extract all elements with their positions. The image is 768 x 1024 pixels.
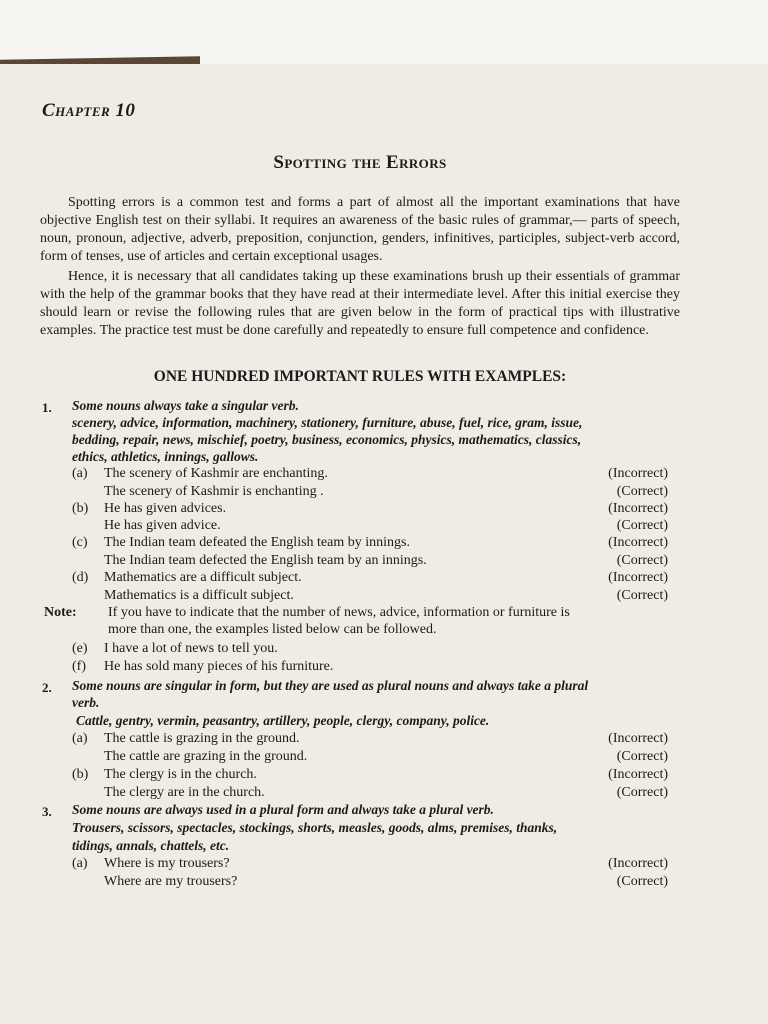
example-label: (a) xyxy=(72,466,88,481)
note-label: Note: xyxy=(44,605,77,620)
rule-statement: Some nouns always take a singular verb. xyxy=(72,398,299,413)
example-incorrect: The cattle is grazing in the ground. xyxy=(104,731,300,746)
example-incorrect: The clergy is in the church. xyxy=(104,767,257,782)
status-correct: (Correct) xyxy=(616,785,668,800)
intro-paragraph-1: Spotting errors is a common test and forms a part of almost all the important examinations that have objective English test on their syllabi. It requires an awareness of the basic rules of grammar,— parts of speech, noun, pronoun, adjective, adverb, preposition, conjunction, genders, infinitives, participles, subject-verb accord, form of tenses, use of articles and certain exceptional usages. xyxy=(40,195,680,264)
example-label: (c) xyxy=(72,535,88,550)
note-text: more than one, the examples listed below can be followed. xyxy=(108,622,437,637)
rule-word-list: tidings, annals, chattels, etc. xyxy=(72,838,230,853)
page-title: Spotting the Errors xyxy=(273,152,447,173)
example-correct: Mathematics is a difficult subject. xyxy=(104,588,294,603)
rule-statement: Some nouns are always used in a plural form and always take a plural verb. xyxy=(72,802,494,817)
page-top-margin xyxy=(0,0,768,66)
status-correct: (Correct) xyxy=(616,749,668,764)
status-correct: (Correct) xyxy=(616,588,668,603)
status-incorrect: (Incorrect) xyxy=(608,856,668,871)
intro-paragraph-2: Hence, it is necessary that all candidates taking up these examinations brush up their essentials of grammar with the help of the grammar books that they have read at their intermediate level. After this initial exercise they should learn or revise the following rules that are given below in the form of practical tips with illustrative examples. The practice test must be done carefully and repeatedly to ensure full competence and confidence. xyxy=(40,269,680,338)
example-incorrect: The Indian team defeated the English team by innings. xyxy=(104,535,410,550)
status-incorrect: (Incorrect) xyxy=(608,570,668,585)
example-label: (e) xyxy=(72,641,88,656)
rule-word-list: bedding, repair, news, mischief, poetry, business, economics, physics, mathematics, classics, xyxy=(72,432,582,447)
status-incorrect: (Incorrect) xyxy=(608,501,668,516)
rule-statement: Some nouns are singular in form, but they are used as plural nouns and always take a plural xyxy=(72,678,589,693)
status-incorrect: (Incorrect) xyxy=(608,731,668,746)
example-label: (a) xyxy=(72,856,88,871)
example-label: (a) xyxy=(72,731,88,746)
status-incorrect: (Incorrect) xyxy=(608,466,668,481)
example-incorrect: Mathematics are a difficult subject. xyxy=(104,570,302,585)
status-correct: (Correct) xyxy=(616,553,668,568)
status-correct: (Correct) xyxy=(616,484,668,499)
example-sentence: He has sold many pieces of his furniture. xyxy=(104,659,334,674)
example-label: (d) xyxy=(72,570,89,585)
example-label: (b) xyxy=(72,767,89,782)
example-correct: The Indian team defected the English team by an innings. xyxy=(104,553,427,568)
rule-statement: verb. xyxy=(72,695,100,710)
example-correct: He has given advice. xyxy=(104,518,221,533)
status-incorrect: (Incorrect) xyxy=(608,535,668,550)
example-correct: The clergy are in the church. xyxy=(104,785,265,800)
rule-number: 1. xyxy=(42,400,52,415)
rule-number: 2. xyxy=(42,680,52,695)
example-correct: Where are my trousers? xyxy=(104,874,238,889)
example-label: (b) xyxy=(72,501,89,516)
example-sentence: I have a lot of news to tell you. xyxy=(104,641,278,656)
status-correct: (Correct) xyxy=(616,518,668,533)
rule-word-list: ethics, athletics, innings, gallows. xyxy=(72,449,259,464)
rule-number: 3. xyxy=(42,804,52,819)
example-incorrect: He has given advices. xyxy=(104,501,227,516)
note-text: If you have to indicate that the number of news, advice, information or furniture is xyxy=(108,605,570,620)
example-incorrect: The scenery of Kashmir are enchanting. xyxy=(104,466,328,481)
example-correct: The scenery of Kashmir is enchanting . xyxy=(104,484,324,499)
status-correct: (Correct) xyxy=(616,874,668,889)
example-label: (f) xyxy=(72,659,86,674)
status-incorrect: (Incorrect) xyxy=(608,767,668,782)
rules-heading: ONE HUNDRED IMPORTANT RULES WITH EXAMPLES: xyxy=(153,368,567,385)
chapter-label: Chapter 10 xyxy=(42,100,136,121)
example-correct: The cattle are grazing in the ground. xyxy=(104,749,308,764)
rule-word-list: scenery, advice, information, machinery, stationery, furniture, abuse, fuel, rice, gram, issue, xyxy=(72,415,583,430)
rule-word-list: Trousers, scissors, spectacles, stockings, shorts, measles, goods, alms, premises, thanks, xyxy=(72,820,558,835)
example-incorrect: Where is my trousers? xyxy=(104,856,230,871)
rule-word-list: Cattle, gentry, vermin, peasantry, artillery, people, clergy, company, police. xyxy=(76,713,490,728)
